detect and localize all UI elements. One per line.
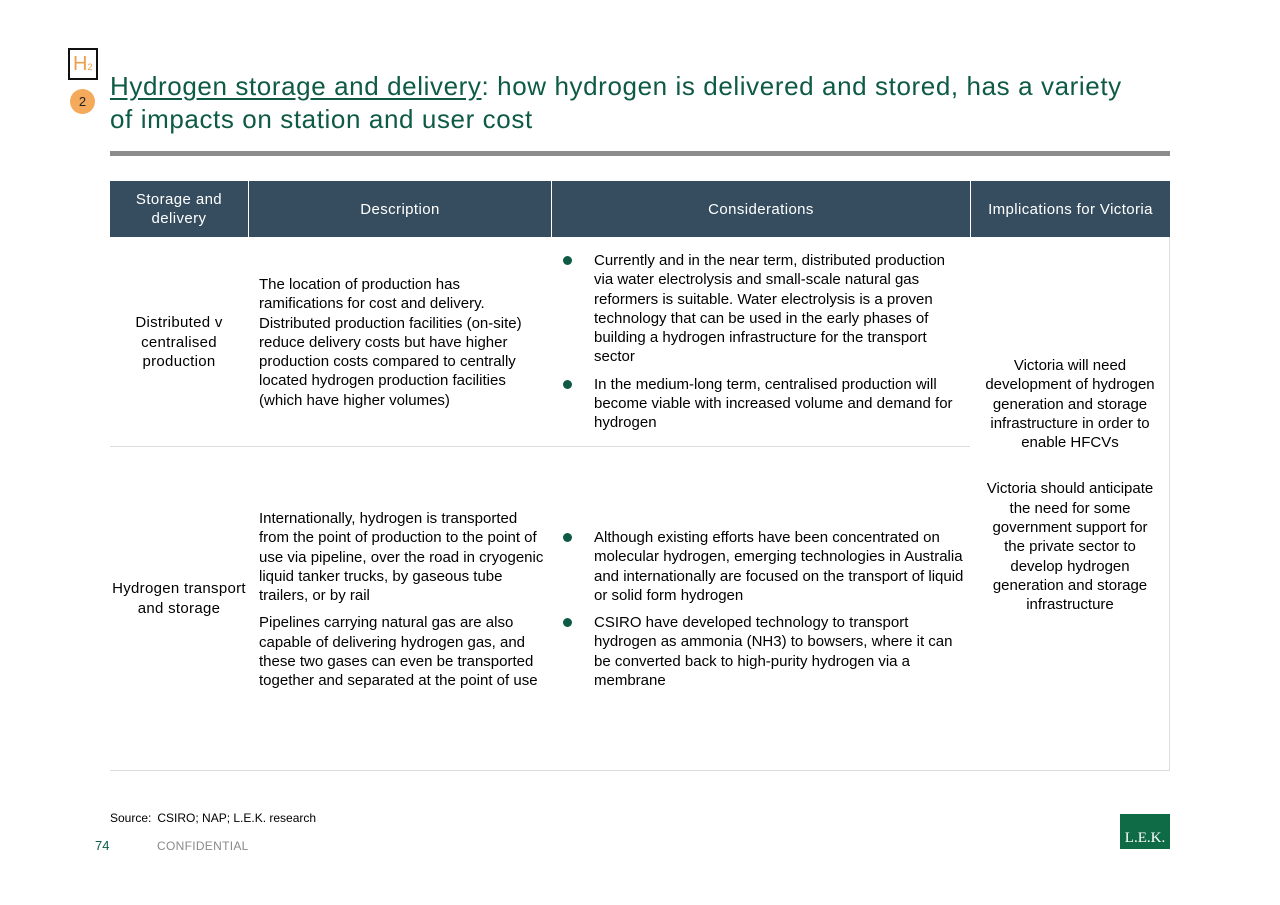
header-description: Description	[248, 181, 551, 237]
bullet-icon	[563, 380, 572, 389]
header-implications: Implications for Victoria	[970, 181, 1170, 237]
row-considerations-transport	[559, 528, 964, 698]
storage-delivery-table	[110, 181, 1170, 771]
consideration-item: Although existing efforts have been concentrated on molecular hydrogen, emerging technologies in Australia and internationally are focused on the transport of liquid or solid form hydrogen	[559, 528, 964, 605]
consideration-item: Currently and in the near term, distributed production via water electrolysis and small-scale natural gas reformers is suitable. Water electrolysis is a proven technology that can be used in the early phases of building a hydrogen infrastructure for the transport sector	[559, 251, 964, 367]
implication-paragraph: Victoria will need development of hydrogen generation and storage infrastructure in order to enable HFCVs	[985, 357, 1155, 452]
title-rule	[110, 151, 1170, 156]
hydrogen-icon: H2	[68, 48, 98, 80]
description-paragraph: The location of production has ramifications for cost and delivery. Distributed production facilities (on-site) reduce delivery costs but have higher production costs compared to centrally located hydrogen production facilities (which have higher volumes)	[259, 276, 522, 409]
page-title	[110, 70, 1150, 136]
consideration-item: In the medium-long term, centralised production will become viable with increased volume and demand for hydrogen	[559, 375, 964, 433]
table-right-border	[1169, 237, 1170, 771]
bullet-icon	[563, 256, 572, 265]
table-bottom-border	[110, 770, 1170, 771]
row-divider	[110, 446, 970, 447]
implications-cell	[980, 356, 1160, 642]
title-rest: : how hydrogen is delivered and stored, has a variety of impacts on station and user cost	[110, 71, 1122, 134]
description-paragraph: Pipelines carrying natural gas are also capable of delivering hydrogen gas, and these two gases can even be transported together and separated at the point of use	[259, 614, 538, 690]
row-label-transport: Hydrogen transport and storage	[112, 580, 246, 617]
page-number: 74	[95, 838, 110, 853]
source-note: Source: CSIRO; NAP; L.E.K. research	[110, 811, 317, 825]
title-underlined: Hydrogen storage and delivery	[110, 71, 482, 101]
row-considerations-distributed	[559, 251, 964, 441]
row-description-distributed	[259, 275, 544, 418]
header-storage-delivery: Storage and delivery	[110, 181, 248, 237]
header-considerations: Considerations	[551, 181, 970, 237]
consideration-item: CSIRO have developed technology to transport hydrogen as ammonia (NH3) to bowsers, where it can be converted back to high-purity hydrogen via a membrane	[559, 613, 964, 690]
row-description-transport	[259, 509, 544, 699]
implication-paragraph: Victoria should anticipate the need for some government support for the private sector to develop hydrogen generation and storage infrastructure	[986, 480, 1154, 614]
confidential-label: CONFIDENTIAL	[157, 839, 249, 853]
section-number-badge: 2	[70, 89, 95, 114]
bullet-icon	[563, 618, 572, 627]
row-label-distributed: Distributed v centralised production	[135, 314, 223, 370]
bullet-icon	[563, 533, 572, 542]
lek-logo: L.E.K.	[1120, 814, 1170, 849]
description-paragraph: Internationally, hydrogen is transported from the point of production to the point of use via pipeline, over the road in cryogenic liquid tanker trucks, by gaseous tube trailers, or by rail	[259, 510, 544, 605]
